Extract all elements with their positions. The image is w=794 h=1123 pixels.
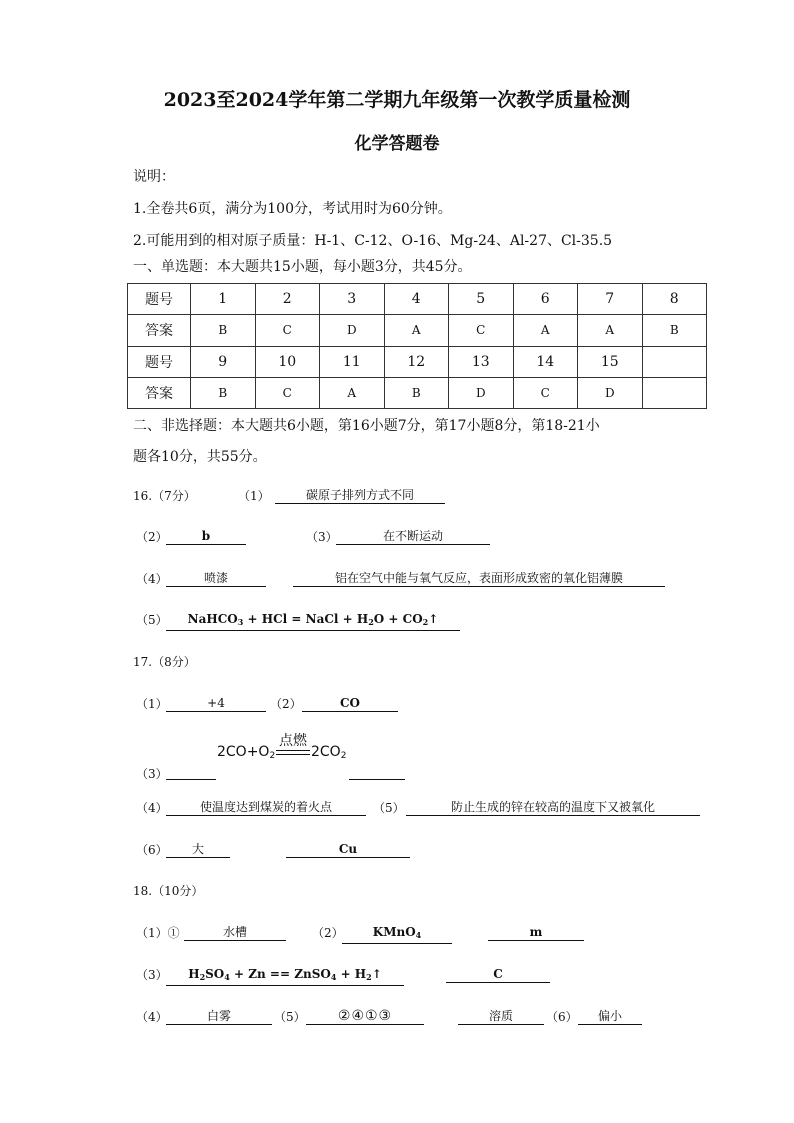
table-cell-number: 10 bbox=[255, 346, 320, 377]
equation-subscript: 2 bbox=[340, 751, 347, 761]
table-cell-number: 14 bbox=[513, 346, 578, 377]
formula-subscript: 2 bbox=[422, 617, 429, 627]
table-cell-answer: C bbox=[449, 315, 514, 346]
table-cell-answer: B bbox=[642, 315, 707, 346]
formula-subscript: 4 bbox=[330, 972, 337, 982]
formula-subscript: 2 bbox=[199, 972, 206, 982]
table-label-answer: 答案 bbox=[128, 315, 191, 346]
table-cell-number: 15 bbox=[578, 346, 643, 377]
q16-part5-label: （5） bbox=[136, 613, 168, 627]
formula-text: ↑ bbox=[371, 967, 382, 981]
q18-answer-2b: m bbox=[488, 924, 584, 941]
q17-answer-3-line-right bbox=[349, 779, 405, 780]
q16-answer-1: 碳原子排列方式不同 bbox=[275, 487, 445, 504]
table-cell-answer: A bbox=[384, 315, 449, 346]
table-row bbox=[128, 346, 707, 377]
q17-equation-left bbox=[217, 744, 275, 761]
q17-part5-label: （5） bbox=[373, 801, 405, 815]
q18-answer-3 bbox=[166, 966, 404, 986]
equation-text: 2CO bbox=[311, 744, 341, 760]
section2-heading-line1: 二、非选择题：本大题共6小题，第16小题7分，第17小题8分，第18-21小 bbox=[133, 418, 600, 434]
formula-text: SO bbox=[205, 967, 225, 981]
table-cell-answer: C bbox=[255, 377, 320, 408]
table-cell-number: 5 bbox=[449, 284, 514, 315]
formula-subscript: 2 bbox=[368, 617, 374, 627]
q17-answer-1: +4 bbox=[166, 695, 266, 712]
page-subtitle: 化学答题卷 bbox=[354, 134, 440, 154]
formula-text: KMnO bbox=[372, 925, 416, 939]
formula-subscript: 4 bbox=[224, 972, 230, 982]
q17-equation-right bbox=[311, 744, 346, 761]
table-cell-answer: B bbox=[191, 377, 256, 408]
q17-answer-6a: 大 bbox=[166, 841, 230, 858]
table-cell-answer: A bbox=[513, 315, 578, 346]
q16-part1-label: （1） bbox=[238, 489, 270, 503]
q16-part2-label: （2） bbox=[136, 530, 168, 544]
table-cell-number: 7 bbox=[578, 284, 643, 315]
table-cell-number: 6 bbox=[513, 284, 578, 315]
q18-answer-2 bbox=[342, 924, 452, 944]
q18-part4-label: （4） bbox=[136, 1010, 168, 1024]
table-cell-number bbox=[642, 346, 707, 377]
formula-text: O + CO bbox=[373, 612, 423, 626]
table-cell-answer bbox=[642, 377, 707, 408]
table-label-number: 题号 bbox=[128, 346, 191, 377]
notes-line-1: 1.全卷共6页，满分为100分，考试用时为60分钟。 bbox=[133, 201, 452, 217]
table-cell-number: 9 bbox=[191, 346, 256, 377]
q17-label: 17.（8分） bbox=[133, 655, 196, 669]
table-cell-number: 8 bbox=[642, 284, 707, 315]
q17-equation-arrow bbox=[276, 750, 310, 755]
table-cell-answer: D bbox=[449, 377, 514, 408]
q17-part6-label: （6） bbox=[136, 843, 168, 857]
formula-text: + Zn == ZnSO bbox=[229, 967, 331, 981]
equation-subscript: 2 bbox=[269, 751, 276, 761]
formula-subscript: 3 bbox=[237, 617, 244, 627]
notes-line-2: 2.可能用到的相对原子质量：H-1、C-12、O-16、Mg-24、Al-27、Cl-35.5 bbox=[133, 233, 613, 249]
table-label-number: 题号 bbox=[128, 284, 191, 315]
table-cell-number: 11 bbox=[320, 346, 385, 377]
formula-text: NaHCO bbox=[187, 612, 238, 626]
q16-answer-4a: 喷漆 bbox=[166, 570, 266, 587]
q18-answer-4: 白雾 bbox=[166, 1008, 272, 1025]
q18-answer-5: ②④①③ bbox=[306, 1008, 424, 1025]
formula-text: H bbox=[188, 967, 200, 981]
table-cell-answer: C bbox=[255, 315, 320, 346]
q18-answer-1: 水槽 bbox=[184, 924, 286, 941]
formula-subscript: 2 bbox=[366, 972, 372, 982]
table-cell-answer: D bbox=[320, 315, 385, 346]
table-cell-number: 12 bbox=[384, 346, 449, 377]
table-cell-number: 2 bbox=[255, 284, 320, 315]
q17-part1-label: （1） bbox=[136, 697, 168, 711]
table-cell-answer: B bbox=[384, 377, 449, 408]
q16-answer-3: 在不断运动 bbox=[336, 528, 490, 545]
answer-table bbox=[127, 283, 707, 409]
q17-answer-4: 使温度达到煤炭的着火点 bbox=[166, 799, 366, 816]
table-cell-answer: B bbox=[191, 315, 256, 346]
table-row bbox=[128, 315, 707, 346]
q16-answer-2: b bbox=[166, 528, 246, 545]
q17-answer-6b: Cu bbox=[286, 841, 410, 858]
q18-part3-label: （3） bbox=[136, 968, 168, 982]
formula-text: + HCl = NaCl + H bbox=[243, 612, 369, 626]
q17-answer-2: CO bbox=[302, 695, 398, 712]
section2-heading-line2: 题各10分，共55分。 bbox=[133, 449, 267, 465]
table-cell-answer: A bbox=[578, 315, 643, 346]
table-cell-answer: D bbox=[578, 377, 643, 408]
table-cell-number: 13 bbox=[449, 346, 514, 377]
q16-answer-4b: 铝在空气中能与氧气反应，表面形成致密的氧化铝薄膜 bbox=[293, 570, 665, 587]
q18-part6-label: （6） bbox=[546, 1010, 578, 1024]
table-label-answer: 答案 bbox=[128, 377, 191, 408]
q18-answer-6: 偏小 bbox=[578, 1008, 642, 1025]
q17-equation-condition: 点燃 bbox=[279, 733, 307, 749]
page-title: 2023至2024学年第二学期九年级第一次教学质量检测 bbox=[163, 89, 631, 111]
q18-answer-3b: C bbox=[446, 966, 550, 983]
q17-part3-label: （3） bbox=[136, 767, 168, 781]
table-cell-answer: C bbox=[513, 377, 578, 408]
table-row bbox=[128, 284, 707, 315]
table-cell-number: 1 bbox=[191, 284, 256, 315]
formula-text: ↑ bbox=[428, 612, 439, 626]
q16-part4-label: （4） bbox=[136, 572, 168, 586]
table-row bbox=[128, 377, 707, 408]
q17-part2-label: （2） bbox=[270, 697, 302, 711]
table-cell-answer: A bbox=[320, 377, 385, 408]
q17-answer-3-line-left bbox=[166, 779, 216, 780]
notes-heading: 说明： bbox=[133, 169, 175, 185]
formula-subscript: 4 bbox=[415, 930, 422, 940]
q18-part2-label: （2） bbox=[312, 926, 344, 940]
formula-text: + H bbox=[336, 967, 367, 981]
q16-answer-5 bbox=[166, 611, 460, 631]
q18-part5-label: （5） bbox=[274, 1010, 306, 1024]
equation-text: 2CO+O bbox=[217, 744, 270, 760]
q18-answer-5b: 溶质 bbox=[458, 1008, 544, 1025]
q18-part1-label: （1）① bbox=[136, 926, 180, 940]
q16-part3-label: （3） bbox=[306, 530, 338, 544]
q18-label: 18.（10分） bbox=[133, 884, 204, 898]
q16-label: 16.（7分） bbox=[133, 489, 196, 503]
section1-heading: 一、单选题：本大题共15小题，每小题3分，共45分。 bbox=[133, 259, 472, 275]
table-cell-number: 4 bbox=[384, 284, 449, 315]
q17-answer-5: 防止生成的锌在较高的温度下又被氧化 bbox=[406, 799, 700, 816]
table-cell-number: 3 bbox=[320, 284, 385, 315]
q17-part4-label: （4） bbox=[136, 801, 168, 815]
